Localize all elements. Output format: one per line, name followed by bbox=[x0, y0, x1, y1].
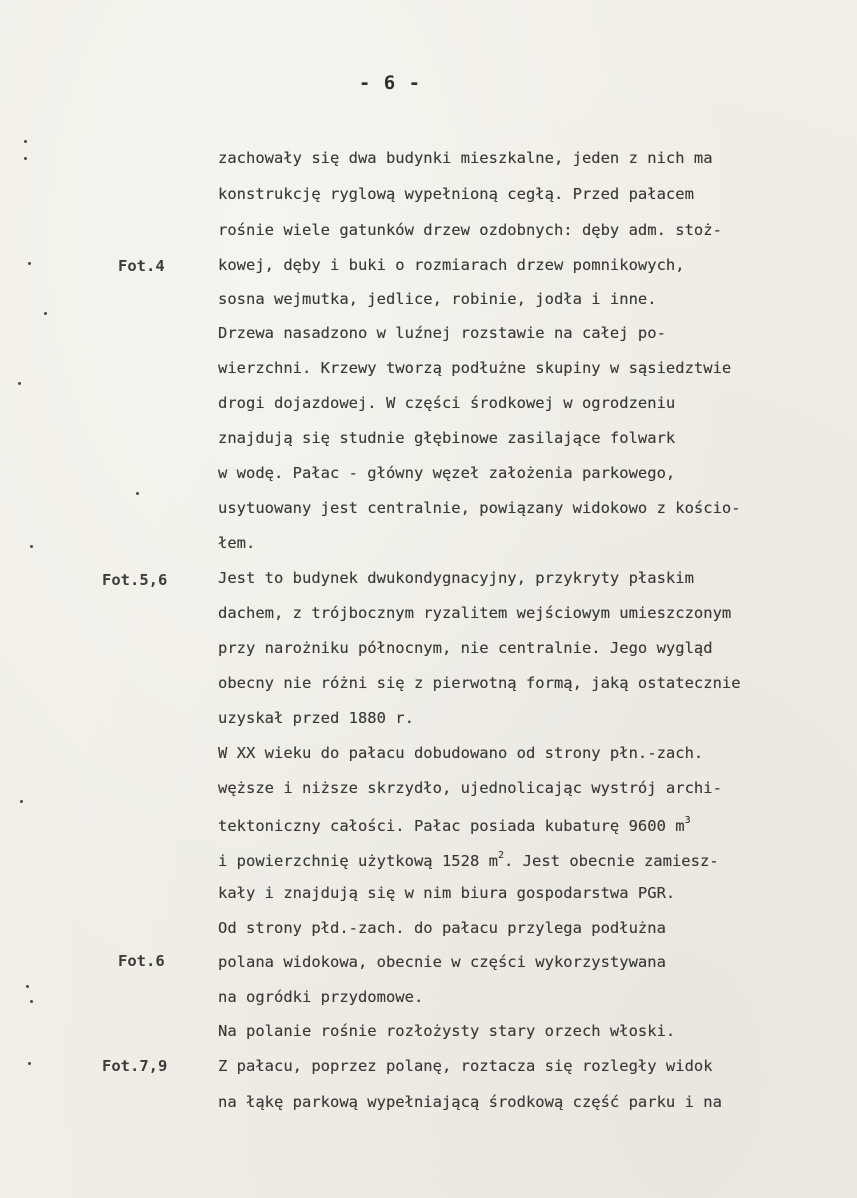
body-line: zachowały się dwa budynki mieszkalne, jeden z nich ma bbox=[218, 149, 713, 167]
body-line: usytuowany jest centralnie, powiązany widokowo z kościo- bbox=[218, 499, 741, 517]
body-line: obecny nie różni się z pierwotną formą, jaką ostatecznie bbox=[218, 674, 741, 692]
speck bbox=[136, 492, 139, 495]
body-line: kały i znajdują się w nim biura gospodarstwa PGR. bbox=[218, 884, 676, 902]
margin-note-fot7-9: Fot.7,9 bbox=[102, 1057, 168, 1075]
body-line: Z pałacu, poprzez polanę, roztacza się rozległy widok bbox=[218, 1057, 713, 1075]
body-line: przy narożniku północnym, nie centralnie. Jego wygląd bbox=[218, 639, 713, 657]
body-line: węższe i niższe skrzydło, ujednolicając wystrój archi- bbox=[218, 779, 722, 797]
speck bbox=[28, 262, 31, 265]
body-line: Jest to budynek dwukondygnacyjny, przykryty płaskim bbox=[218, 569, 694, 587]
speck bbox=[18, 382, 21, 385]
speck bbox=[24, 157, 27, 160]
body-line: sosna wejmutka, jedlice, robinie, jodła i inne. bbox=[218, 290, 657, 308]
body-line: na łąkę parkową wypełniającą środkową część parku i na bbox=[218, 1093, 722, 1111]
body-line: wierzchni. Krzewy tworzą podłużne skupiny w sąsiedztwie bbox=[218, 359, 732, 377]
body-line: polana widokowa, obecnie w części wykorzystywana bbox=[218, 953, 666, 971]
speck bbox=[24, 140, 27, 143]
body-line: kowej, dęby i buki o rozmiarach drzew pomnikowych, bbox=[218, 256, 685, 274]
body-line: na ogródki przydomowe. bbox=[218, 988, 424, 1006]
body-line: w wodę. Pałac - główny węzeł założenia parkowego, bbox=[218, 464, 676, 482]
body-line-text: tektoniczny całości. Pałac posiada kubaturę 9600 m bbox=[218, 817, 685, 836]
body-line: konstrukcję ryglową wypełnioną cegłą. Przed pałacem bbox=[218, 185, 694, 203]
body-line bbox=[218, 848, 719, 871]
superscript-square: 2 bbox=[497, 850, 504, 861]
superscript-cubic: 3 bbox=[684, 815, 691, 826]
margin-note-fot6: Fot.6 bbox=[118, 952, 165, 970]
body-line: W XX wieku do pałacu dobudowano od strony płn.-zach. bbox=[218, 744, 704, 762]
body-line: dachem, z trójbocznym ryzalitem wejściowym umieszczonym bbox=[218, 604, 732, 622]
body-line: uzyskał przed 1880 r. bbox=[218, 709, 414, 727]
body-line: rośnie wiele gatunków drzew ozdobnych: dęby adm. stoż- bbox=[218, 221, 722, 239]
body-line bbox=[218, 813, 691, 836]
speck bbox=[30, 545, 33, 548]
body-line: znajdują się studnie głębinowe zasilające folwark bbox=[218, 429, 676, 447]
body-line: łem. bbox=[218, 534, 256, 552]
speck bbox=[44, 312, 47, 315]
speck bbox=[28, 1062, 31, 1065]
speck bbox=[20, 800, 23, 803]
body-line: Od strony płd.-zach. do pałacu przylega podłużna bbox=[218, 919, 666, 937]
speck bbox=[26, 985, 29, 988]
body-line-text: i powierzchnię użytkową 1528 m bbox=[218, 852, 498, 871]
page-number: - 6 - bbox=[358, 72, 422, 94]
margin-note-fot5-6: Fot.5,6 bbox=[102, 571, 168, 589]
body-line-text: . Jest obecnie zamiesz- bbox=[504, 852, 719, 871]
body-line: Drzewa nasadzono w luźnej rozstawie na całej po- bbox=[218, 324, 666, 342]
body-line: drogi dojazdowej. W części środkowej w ogrodzeniu bbox=[218, 394, 676, 412]
body-line: Na polanie rośnie rozłożysty stary orzech włoski. bbox=[218, 1022, 676, 1040]
speck bbox=[30, 1000, 33, 1003]
margin-note-fot4: Fot.4 bbox=[118, 257, 165, 275]
